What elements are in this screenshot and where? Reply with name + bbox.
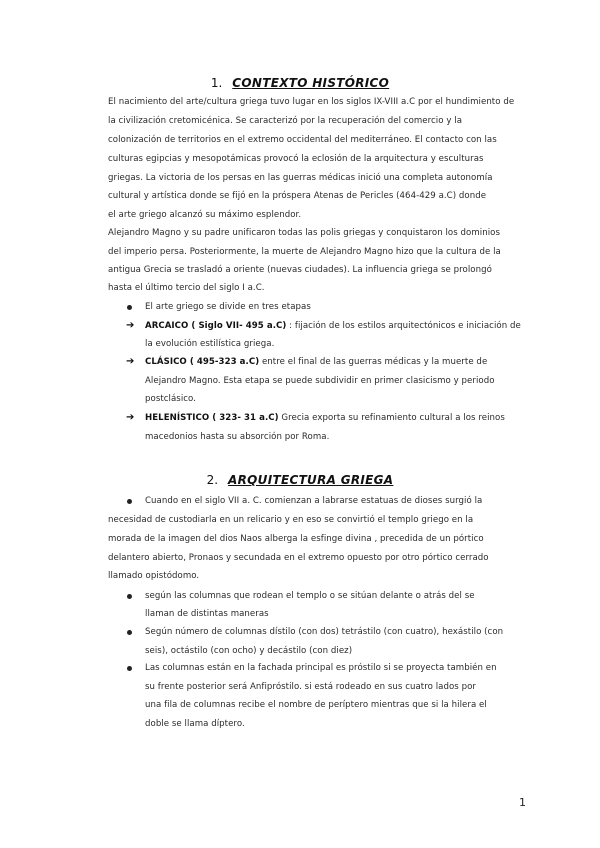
- text-line: delantero abierto, Pronaos y secundada en el extremo opuesto por otro pórtico cerrado: [108, 553, 489, 563]
- bullet-dot: [127, 666, 132, 671]
- text-line: griegas. La victoria de los persas en las guerras médicas inició una completa autonomía: [108, 173, 493, 183]
- stage-line: macedonios hasta su absorción por Roma.: [145, 432, 330, 442]
- bullet-dot: [127, 499, 132, 504]
- stage-label: HELENÍSTICO ( 323- 31 a.C): [145, 413, 279, 423]
- bullet-text: su frente posterior será Anfipróstilo. si está rodeado en sus cuatro lados por: [145, 682, 476, 692]
- page-number: 1: [519, 796, 526, 809]
- stage-line: postclásico.: [145, 394, 196, 404]
- text-line: la civilización cretomicénica. Se caracterizó por la recuperación del comercio y la: [108, 116, 463, 126]
- arrow-right-icon: ➔: [126, 356, 135, 367]
- bullet-dot: [127, 305, 132, 310]
- stage-text: Grecia exporta su refinamiento cultural a los reinos: [278, 413, 505, 423]
- section-2-title: ARQUITECTURA GRIEGA: [228, 473, 394, 487]
- stage-label: ARCAICO ( Siglo VII- 495 a.C): [145, 321, 287, 331]
- text-line: hasta el último tercio del siglo I a.C.: [108, 283, 265, 293]
- text-line: Cuando en el siglo VII a. C. comienzan a labrarse estatuas de dioses surgió la: [145, 496, 483, 506]
- section-1-title: CONTEXTO HISTÓRICO: [232, 76, 390, 90]
- stage-line: Alejandro Magno. Esta etapa se puede subdividir en primer clasicismo y periodo: [145, 376, 495, 386]
- section-1-number: 1.: [210, 76, 223, 90]
- text-line: El nacimiento del arte/cultura griega tuvo lugar en los siglos IX-VIII a.C por el hundimiento de: [108, 97, 515, 107]
- bullet-text: El arte griego se divide en tres etapas: [145, 302, 311, 312]
- stage-line: [145, 356, 487, 368]
- stage-text: : fijación de los estilos arquitectónicos e iniciación de: [286, 321, 521, 331]
- text-line: el arte griego alcanzó su máximo esplendor.: [108, 210, 302, 220]
- section-2-heading: [0, 473, 600, 487]
- text-line: Alejandro Magno y su padre unificaron todas las polis griegas y conquistaron los dominios: [108, 228, 500, 238]
- text-line: necesidad de custodiarla en un relicario y en eso se convirtió el templo griego en la: [108, 515, 474, 525]
- arrow-right-icon: ➔: [126, 320, 135, 331]
- stage-line: la evolución estilística griega.: [145, 339, 275, 349]
- bullet-text: Según número de columnas dístilo (con dos) tetrástilo (con cuatro), hexástilo (con: [145, 627, 504, 637]
- bullet-dot: [127, 630, 132, 635]
- bullet-dot: [127, 594, 132, 599]
- bullet-text: llaman de distintas maneras: [145, 609, 269, 619]
- stage-text: entre el final de las guerras médicas y la muerte de: [259, 357, 488, 367]
- text-line: culturas egipcias y mesopotámicas provocó la eclosión de la arquitectura y esculturas: [108, 154, 484, 164]
- text-line: llamado opistódomo.: [108, 571, 200, 581]
- section-2-number: 2.: [206, 473, 219, 487]
- text-line: morada de la imagen del dios Naos alberga la esfinge divina , precedida de un pórtico: [108, 534, 484, 544]
- bullet-text: seis), octástilo (con ocho) y decástilo (con diez): [145, 646, 353, 656]
- text-line: cultural y artística donde se fijó en la próspera Atenas de Pericles (464-429 a.C) donde: [108, 191, 487, 201]
- bullet-text: según las columnas que rodean el templo o se sitúan delante o atrás del se: [145, 591, 475, 601]
- bullet-text: Las columnas están en la fachada principal es próstilo si se proyecta también en: [145, 663, 497, 673]
- text-line: del imperio persa. Posteriormente, la muerte de Alejandro Magno hizo que la cultura de la: [108, 247, 501, 257]
- arrow-right-icon: ➔: [126, 412, 135, 423]
- stage-label: CLÁSICO ( 495-323 a.C): [145, 357, 260, 367]
- text-line: colonización de territorios en el extremo occidental del mediterráneo. El contacto con las: [108, 135, 497, 145]
- bullet-text: doble se llama díptero.: [145, 719, 245, 729]
- section-1-heading: [0, 76, 600, 90]
- text-line: antigua Grecia se trasladó a oriente (nuevas ciudades). La influencia griega se prolongó: [108, 265, 492, 275]
- stage-line: [145, 412, 505, 424]
- stage-line: [145, 320, 521, 332]
- bullet-text: una fila de columnas recibe el nombre de períptero mientras que si la hilera el: [145, 700, 487, 710]
